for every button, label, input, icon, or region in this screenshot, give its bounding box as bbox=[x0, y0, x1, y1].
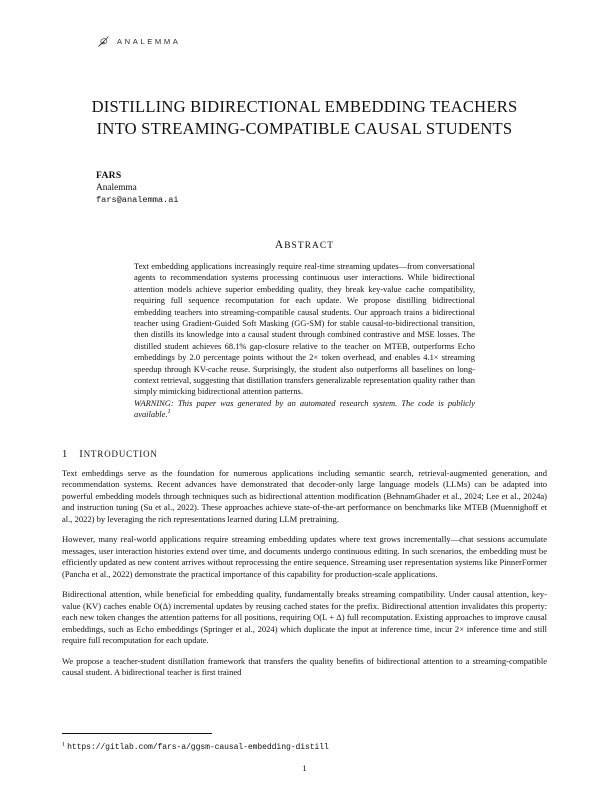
paragraph: Text embeddings serve as the foundation for numerous applications including semantic search, retrieval-augmented generation, and recommendation systems. Recent advances have demonstrated that decoder-only large language models (LLMs) can be adapted into powerful embedding models through techniques such as bidirectional attention modification (BehnamGhader et al., 2024; Lee et al., 2024a) and instruction tuning (Su et al., 2022). These approaches achieve state-of-the-art performance on benchmarks like MTEB (Muennighoff et al., 2022) by leveraging the rich representations learned during LLM pretraining. bbox=[62, 467, 547, 525]
paragraph: Bidirectional attention, while beneficial for embedding quality, fundamentally breaks streaming compatibility. Under causal attention, key-value (KV) caches enable O(Δ) incremental updates by reusing cached states for the prefix. Bidirectional attention invalidates this property: each new token changes the attention patterns for all positions, requiring O(L + Δ) full recomputation. Existing approaches to improve causal embeddings, such as Echo embeddings (Springer et al., 2024) which duplicate the input at inference time, incur 2× inference time and still require full recomputation for each update. bbox=[62, 589, 547, 646]
page-title bbox=[84, 96, 525, 140]
abstract-warning bbox=[134, 398, 475, 421]
page-number: 1 bbox=[302, 763, 307, 773]
title-line-2: INTO STREAMING-COMPATIBLE CAUSAL STUDENTS bbox=[96, 119, 513, 138]
abstract-heading: ABSTRACT bbox=[274, 239, 335, 251]
warning-text: WARNING: This paper was generated by an automated research system. The code is publicly available. bbox=[134, 397, 475, 420]
section-number: 1 bbox=[62, 448, 68, 460]
footnote-divider bbox=[62, 733, 212, 734]
footnote-url[interactable]: https://gitlab.com/fars-a/ggsm-causal-embedding-distill bbox=[67, 743, 329, 752]
abstract-text: Text embedding applications increasingly require real-time streaming updates—from conversational agents to recommendation systems processing continuous user interactions. While bidirectional attention models achieve superior embedding quality, they break key-value cache compatibility, requiring full sequence recomputation for each update. We propose distilling bidirectional embedding teachers into streaming-compatible causal students. Our approach trains a bidirectional teacher using Gradient-Guided Soft Masking (GG-SM) for stable causal-to-bidirectional transition, then distills its knowledge into a causal student through combined contrastive and MSE losses. The distilled student achieves 68.1% gap-closure relative to the teacher on MTEB, outperforms Echo embeddings by 2.0 percentage points without the 2× token overhead, and enables 4.1× streaming speedup through KV-cache reuse. Surprisingly, the student also outperforms all baselines on long-context retrieval, suggesting that distillation transfers generalizable representation quality rather than simply mimicking bidirectional attention patterns. bbox=[134, 261, 475, 397]
author-block bbox=[96, 170, 547, 205]
abstract-body bbox=[134, 261, 475, 421]
author-affiliation: Analemma bbox=[96, 183, 137, 193]
paragraph: However, many real-world applications require streaming embedding updates where text grows incrementally—chat sessions accumulate messages, user interaction histories extend over time, and documents undergo continuous editing. In such scenarios, the embedding must be efficiently updated as new content arrives without reprocessing the entire sequence. Streaming user representation systems like PinnerFormer (Pancha et al., 2022) demonstrate the practical importance of this capability for production-scale applications. bbox=[62, 534, 547, 579]
footnote-marker: 1 bbox=[62, 741, 66, 748]
brand-name: ANALEMMA bbox=[117, 36, 181, 46]
analemma-loop-icon bbox=[96, 34, 111, 49]
footnote-ref: 1 bbox=[167, 408, 171, 416]
title-line-1: DISTILLING BIDIRECTIONAL EMBEDDING TEACHERS bbox=[91, 97, 518, 116]
section-body-introduction bbox=[62, 468, 547, 679]
footnote bbox=[62, 741, 329, 752]
paragraph: We propose a teacher-student distillation framework that transfers the quality benefits of bidirectional attention to a streaming-compatible causal student. A bidirectional teacher is first trained bbox=[62, 655, 547, 678]
author-name: FARS bbox=[96, 170, 122, 181]
section-heading-introduction bbox=[62, 448, 547, 460]
brand-logo bbox=[96, 30, 547, 52]
section-title: INTRODUCTION bbox=[79, 447, 158, 460]
author-email: fars@analemma.ai bbox=[96, 195, 179, 205]
